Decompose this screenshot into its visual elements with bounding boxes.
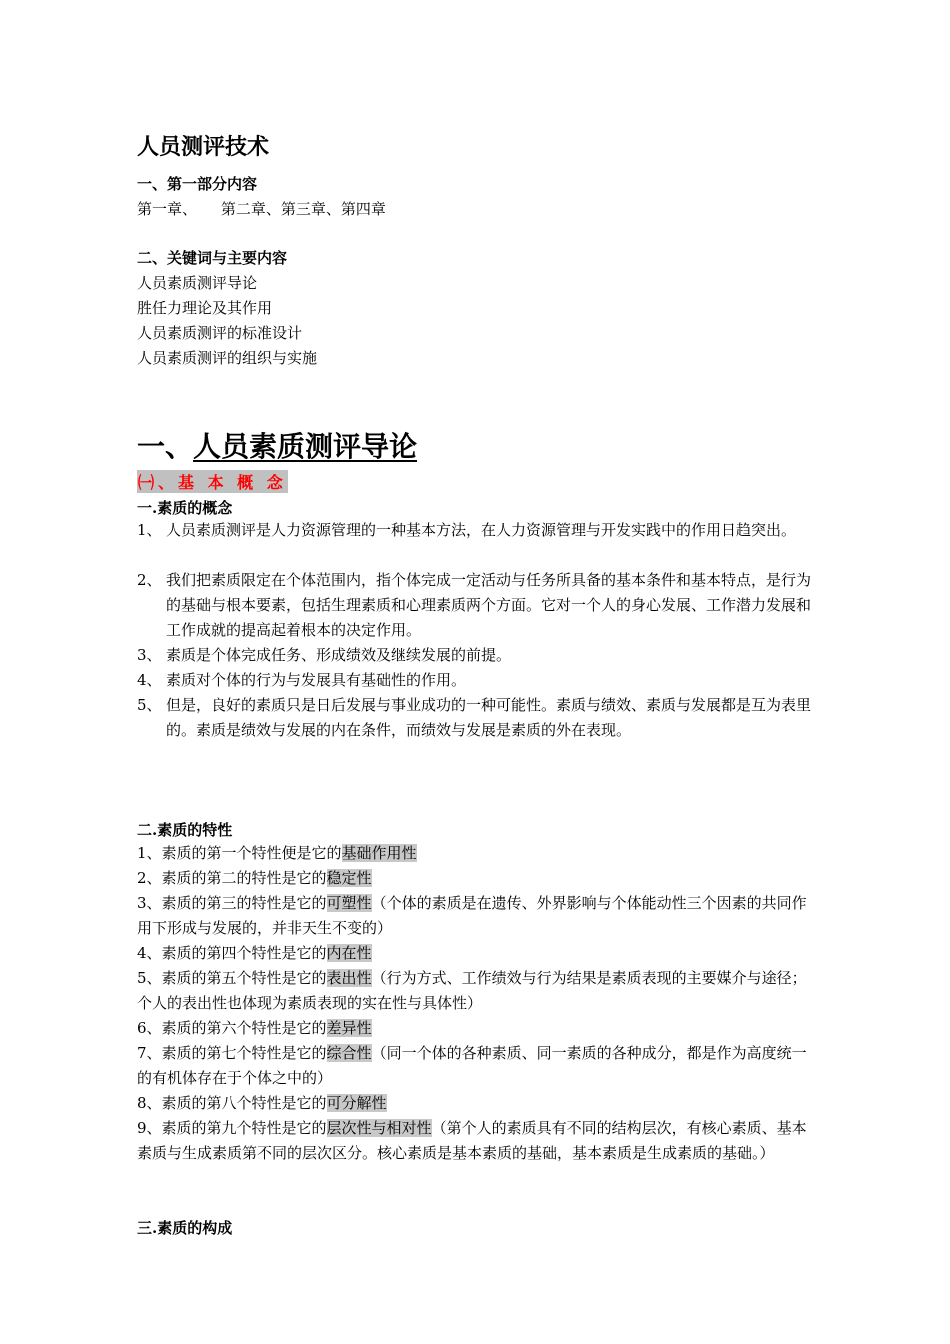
trait-text: 1、素质的第一个特性便是它的 [137,844,342,862]
item-number: 5、 [137,696,162,714]
trait-text: 7、素质的第七个特性是它的 [137,1044,327,1062]
section-title: 人员素质测评导论 [193,430,418,463]
trait-note: （第个人的素质具有不同的结构层次，有核心素质、基本素质与生成素质第不同的层次区分。核心素质是基本素质的基础，基本素质是生成素质的基础。） [137,1119,807,1162]
trait-keyword: 综合性 [326,1044,372,1062]
trait-keyword: 差异性 [326,1019,372,1037]
keyword-item: 人员素质测评导论 [137,274,258,292]
keyword-item: 胜任力理论及其作用 [137,299,273,317]
trait-text: 2、素质的第二的特性是它的 [137,869,327,887]
trait-text: 8、素质的第八个特性是它的 [137,1094,327,1112]
sub-heading: ㈠、基 本 概 念 [137,470,288,493]
concept-heading: 一.素质的概念 [137,499,233,517]
traits-heading: 二.素质的特性 [137,821,233,839]
trait-item [137,966,817,1016]
trait-keyword: 内在性 [326,944,372,962]
item-text: 素质对个体的行为与发展具有基础性的作用。 [166,671,467,689]
part1-chapters: 第一章、 第二章、第三章、第四章 [137,200,386,218]
trait-note: （行为方式、工作绩效与行为结果是素质表现的主要媒介与途径；个人的表出性也体现为素质表现的实在性与具体性） [137,969,807,1012]
item-number: 1、 [137,521,162,539]
trait-note: （同一个体的各种素质、同一素质的各种成分，都是作为高度统一的有机体存在于个体之中的） [137,1044,807,1087]
item-number: 4、 [137,671,162,689]
trait-item [137,1091,817,1116]
trait-text: 5、素质的第五个特性是它的 [137,969,327,987]
part1-heading: 一、第一部分内容 [137,175,258,193]
item-number: 2、 [137,571,162,589]
trait-item [137,1016,817,1041]
keyword-item: 人员素质测评的标准设计 [137,324,303,342]
item-text: 人员素质测评是人力资源管理的一种基本方法，在人力资源管理与开发实践中的作用日趋突出。 [166,521,797,539]
trait-text: 4、素质的第四个特性是它的 [137,944,327,962]
trait-keyword: 表出性 [326,969,372,987]
list-item [137,568,817,643]
list-item [137,643,817,668]
keyword-item: 人员素质测评的组织与实施 [137,349,318,367]
composition-heading: 三.素质的构成 [137,1219,233,1237]
list-item [137,518,817,543]
trait-item [137,866,817,891]
section-heading [137,425,417,465]
part2-heading: 二、关键词与主要内容 [137,249,288,267]
trait-item [137,1116,817,1166]
list-item [137,693,817,743]
trait-keyword: 可分解性 [326,1094,387,1112]
trait-keyword: 层次性与相对性 [326,1119,432,1137]
trait-item [137,891,817,941]
trait-note: （个体的素质是在遗传、外界影响与个体能动性三个因素的共同作用下形成与发展的，并非天生不变的） [137,894,807,937]
item-text: 但是，良好的素质只是日后发展与事业成功的一种可能性。素质与绩效、素质与发展都是互为表里的。素质是绩效与发展的内在条件，而绩效与发展是素质的外在表现。 [166,696,812,739]
trait-item [137,941,817,966]
item-number: 3、 [137,646,162,664]
section-number: 一、 [137,430,194,463]
trait-item [137,841,817,866]
trait-keyword: 基础作用性 [341,844,417,862]
trait-text: 6、素质的第六个特性是它的 [137,1019,327,1037]
item-text: 素质是个体完成任务、形成绩效及继续发展的前提。 [166,646,512,664]
trait-item [137,1041,817,1091]
item-text: 我们把素质限定在个体范围内，指个体完成一定活动与任务所具备的基本条件和基本特点，是行为的基础与根本要素，包括生理素质和心理素质两个方面。它对一个人的身心发展、工作潜力发展和工作成就的提高起着根本的决定作用。 [166,571,812,639]
trait-keyword: 稳定性 [326,869,372,887]
list-item [137,668,817,693]
trait-text: 3、素质的第三的特性是它的 [137,894,327,912]
trait-text: 9、素质的第九个特性是它的 [137,1119,327,1137]
page-title: 人员测评技术 [137,134,270,160]
trait-keyword: 可塑性 [326,894,372,912]
